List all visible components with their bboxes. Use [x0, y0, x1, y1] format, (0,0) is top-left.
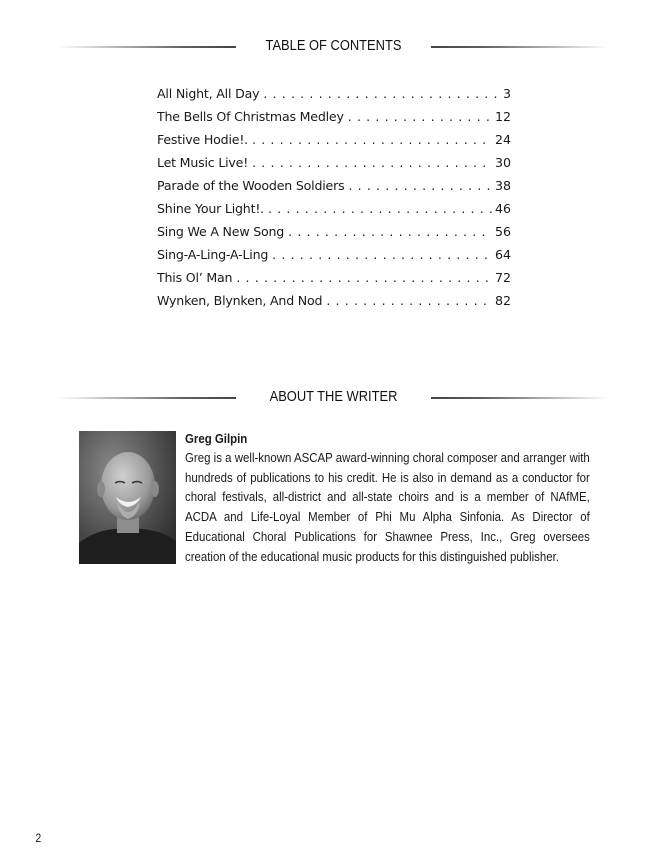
toc-leader-dots — [268, 201, 492, 216]
toc-entry-page: 3 — [502, 86, 511, 101]
toc-leader-dots — [272, 247, 492, 262]
toc-entry-page: 64 — [494, 247, 511, 262]
toc-entry[interactable] — [157, 293, 511, 316]
toc-leader-dots — [288, 224, 492, 239]
toc-leader-dots — [252, 132, 492, 147]
toc-entry-title: Parade of the Wooden Soldiers — [157, 178, 345, 193]
toc-leader-dots — [236, 270, 492, 285]
about-heading: ABOUT THE WRITER — [269, 388, 398, 405]
toc-entry-title: The Bells Of Christmas Medley — [157, 109, 344, 124]
writer-bio — [185, 430, 590, 566]
toc-entry-title: All Night, All Day — [157, 86, 260, 101]
writer-portrait-photo — [79, 431, 176, 564]
toc-entry-title: Festive Hodie!. — [157, 132, 248, 147]
toc-entry-page: 12 — [494, 109, 511, 124]
toc-entry[interactable] — [157, 270, 511, 293]
toc-entry-title: Sing We A New Song — [157, 224, 285, 239]
toc-entry-page: 46 — [494, 201, 511, 216]
toc-leader-dots — [348, 178, 492, 193]
header-rule-right — [431, 397, 609, 399]
toc-heading: TABLE OF CONTENTS — [265, 37, 402, 54]
toc-entry[interactable] — [157, 224, 511, 247]
toc-header — [0, 37, 667, 57]
toc-entry[interactable] — [157, 86, 511, 109]
writer-bio-text: Greg is a well-known ASCAP award-winning choral composer and arranger with hundreds of publications to his credit. He is also in demand as a conductor for choral festivals, all-district and all-state choirs and is a member of NAfME, ACDA and Life-Loyal Member of Phi Mu Alpha Sinfonia. As Director of Educational Choral Publications for Shawnee Press, Inc., Greg oversees creation of the educational music products for this distinguished publisher. — [185, 450, 590, 564]
toc-entry[interactable] — [157, 132, 511, 155]
toc-entry-title: Shine Your Light!. — [157, 201, 264, 216]
page-number: 2 — [35, 831, 42, 845]
toc-entry-page: 82 — [494, 293, 511, 308]
toc-entry-page: 72 — [494, 270, 511, 285]
toc-entry[interactable] — [157, 178, 511, 201]
toc-entry-title: This Ol’ Man — [157, 270, 233, 285]
about-header — [0, 388, 667, 408]
toc-entry[interactable] — [157, 201, 511, 224]
toc-entry[interactable] — [157, 247, 511, 270]
toc-leader-dots — [326, 293, 492, 308]
toc-entry-title: Sing-A-Ling-A-Ling — [157, 247, 269, 262]
header-rule-left — [58, 397, 236, 399]
toc-leader-dots — [252, 155, 492, 170]
toc-entry[interactable] — [157, 109, 511, 132]
toc-entry-page: 30 — [494, 155, 511, 170]
toc-entry-title: Wynken, Blynken, And Nod — [157, 293, 323, 308]
toc-entry-page: 24 — [494, 132, 511, 147]
toc-leader-dots — [348, 109, 492, 124]
toc-entry-title: Let Music Live! — [157, 155, 249, 170]
writer-name: Greg Gilpin — [185, 431, 248, 446]
toc-leader-dots — [263, 86, 500, 101]
toc-list — [157, 86, 511, 316]
header-rule-left — [58, 46, 236, 48]
toc-entry[interactable] — [157, 155, 511, 178]
toc-entry-page: 38 — [494, 178, 511, 193]
header-rule-right — [431, 46, 609, 48]
toc-entry-page: 56 — [494, 224, 511, 239]
